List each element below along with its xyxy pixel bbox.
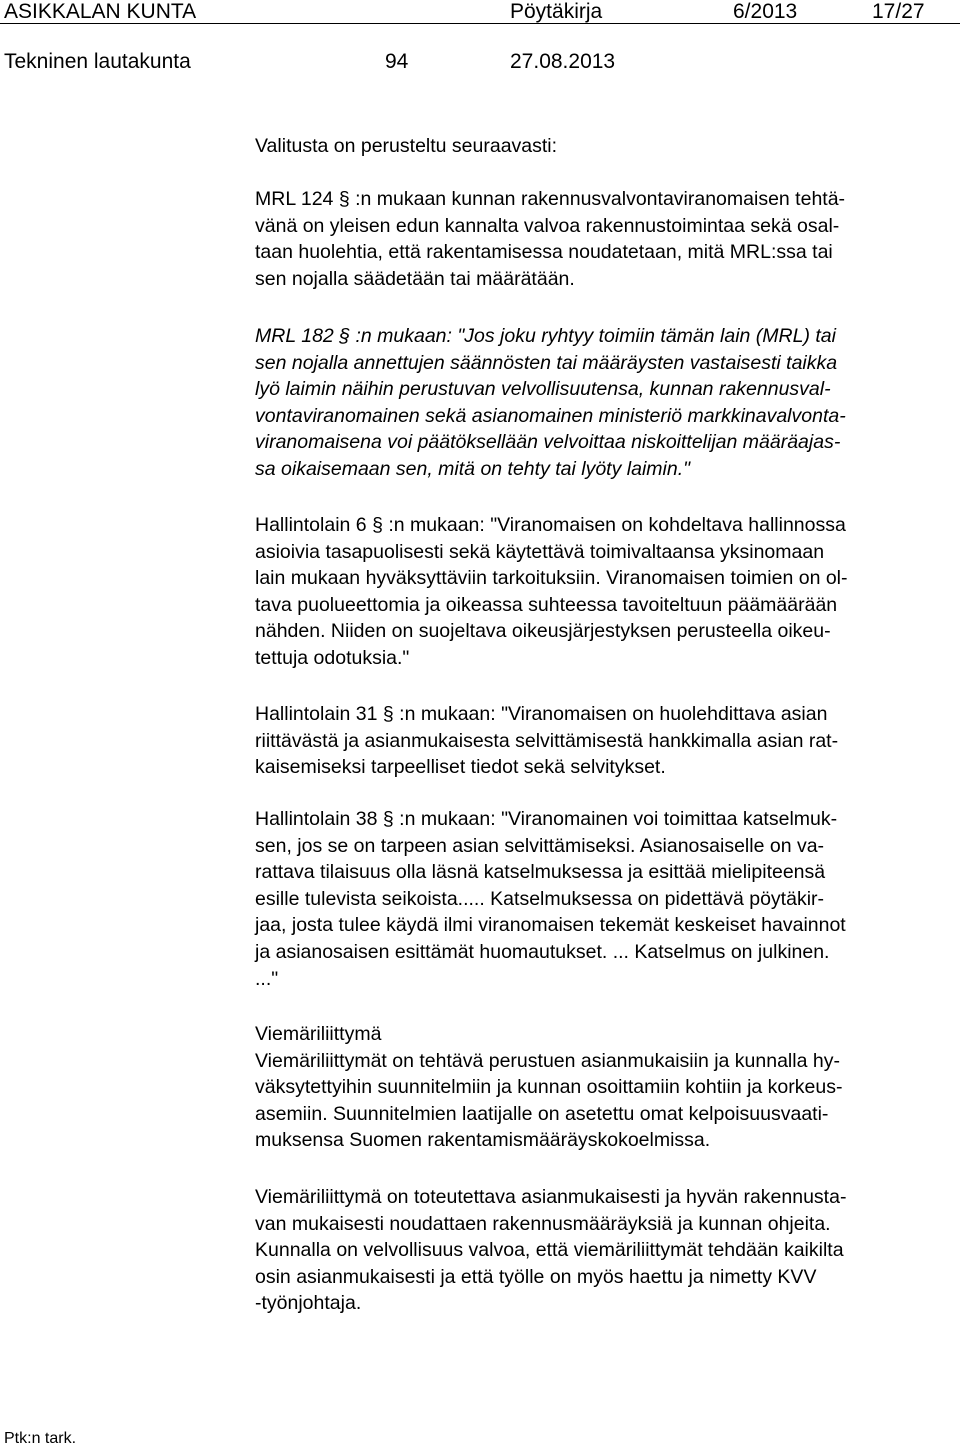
text-line: sa oikaisemaan sen, mitä on tehty tai lyöty laimin." xyxy=(255,457,691,480)
paragraph-1 xyxy=(255,186,960,292)
text-line: van mukaisesti noudattaen rakennusmääräyksiä ja kunnan ohjeita. xyxy=(255,1212,831,1235)
intro-line: Valitusta on perusteltu seuraavasti: xyxy=(255,135,558,157)
text-line: Hallintolain 31 § :n mukaan: "Viranomaisen on huolehdittava asian xyxy=(255,703,828,725)
text-line: Viemäriliittymät on tehtävä perustuen asianmukaisiin ja kunnalla hy- xyxy=(255,1049,840,1072)
text-line: Hallintolain 38 § :n mukaan: "Viranomainen voi toimittaa katselmuk- xyxy=(255,808,838,830)
paragraph-4 xyxy=(255,701,960,781)
text-line: vontaviranomainen sekä asianomainen ministeriö markkinavalvonta- xyxy=(255,404,846,427)
section-number: 94 xyxy=(385,50,409,73)
text-line: ..." xyxy=(255,967,279,990)
document-body xyxy=(255,133,960,160)
text-line: tettuja odotuksia." xyxy=(255,646,410,669)
text-line: sen nojalla säädetään tai määrätään. xyxy=(255,267,575,290)
text-line: riittävästä ja asianmukaisesta selvittämisestä hankkimalla asian rat- xyxy=(255,729,839,752)
text-line: -työnjohtaja. xyxy=(255,1292,362,1315)
text-line: vänä on yleisen edun kannalta valvoa rakennustoimintaa sekä osal- xyxy=(255,214,840,237)
text-line: Viemäriliittymä on toteutettava asianmukaisesti ja hyvän rakennusta- xyxy=(255,1186,847,1208)
paragraph-5 xyxy=(255,806,960,992)
text-line: rattava tilaisuus olla läsnä katselmuksessa ja esittää mielipiteensä xyxy=(255,861,826,884)
page-number: 17/27 xyxy=(872,0,925,23)
doc-number: 6/2013 xyxy=(733,0,798,23)
text-line: nähden. Niiden on suojeltava oikeusjärjestyksen perusteella oikeu- xyxy=(255,620,831,643)
text-line: esille tulevista seikoista..... Katselmuksessa on pidettävä pöytäkir- xyxy=(255,887,825,910)
text-line: Kunnalla on velvollisuus valvoa, että viemäriliittymät tehdään kaikilta xyxy=(255,1239,844,1262)
org-name: ASIKKALAN KUNTA xyxy=(4,0,197,23)
text-line: osin asianmukaisesti ja että työlle on myös haettu ja nimetty KVV xyxy=(255,1265,817,1288)
text-line: lain mukaan hyväksyttäviin tarkoituksiin. Viranomaisen toimien on ol- xyxy=(255,567,848,590)
meeting-date: 27.08.2013 xyxy=(510,50,616,73)
text-line: tava puolueettomia ja oikeassa suhteessa tavoiteltuun päämäärään xyxy=(255,593,838,616)
text-line: MRL 124 § :n mukaan kunnan rakennusvalvontaviranomaisen tehtä- xyxy=(255,188,846,210)
text-line: ja asianosaisen esittämät huomautukset. ... Katselmus on julkinen. xyxy=(255,940,830,963)
paragraph-2 xyxy=(255,323,960,483)
paragraph-6 xyxy=(255,1021,960,1154)
paragraph-3 xyxy=(255,512,960,672)
text-line: Viemäriliittymä xyxy=(255,1023,382,1045)
footer-note: Ptk:n tark. xyxy=(4,1430,77,1447)
board-name: Tekninen lautakunta xyxy=(4,50,191,73)
text-line: lyö laimin näihin perustuvan velvollisuutensa, kunnan rakennusval- xyxy=(255,378,831,401)
text-line: sen nojalla annettujen säännösten tai määräysten vastaisesti taikka xyxy=(255,351,838,374)
header-divider xyxy=(0,23,960,24)
text-line: asioivia tasapuolisesti sekä käytettävä toimivaltaansa yksinomaan xyxy=(255,540,825,563)
text-line: väksytettyihin suunnitelmiin ja kunnan osoittamiin kohtiin ja korkeus- xyxy=(255,1076,843,1099)
doc-type: Pöytäkirja xyxy=(510,0,603,23)
text-line: sen, jos se on tarpeen asian selvittämiseksi. Asianosaiselle on va- xyxy=(255,834,825,857)
text-line: jaa, josta tulee käydä ilmi viranomaisen tekemät keskeiset havainnot xyxy=(255,914,846,937)
paragraph-7 xyxy=(255,1184,960,1317)
text-line: MRL 182 § :n mukaan: "Jos joku ryhtyy toimiin tämän lain (MRL) tai xyxy=(255,325,836,347)
text-line: kaisemiseksi tarpeelliset tiedot sekä selvitykset. xyxy=(255,756,666,779)
text-line: Hallintolain 6 § :n mukaan: "Viranomaisen on kohdeltava hallinnossa xyxy=(255,514,846,536)
text-line: asemiin. Suunnitelmien laatijalle on asetettu omat kelpoisuusvaati- xyxy=(255,1102,829,1125)
text-line: taan huolehtia, että rakentamisessa noudatetaan, mitä MRL:ssa tai xyxy=(255,241,833,264)
text-line: muksensa Suomen rakentamismääräyskokoelmissa. xyxy=(255,1129,711,1152)
text-line: viranomaisena voi päätöksellään velvoittaa niskoittelijan määräajas- xyxy=(255,431,841,454)
